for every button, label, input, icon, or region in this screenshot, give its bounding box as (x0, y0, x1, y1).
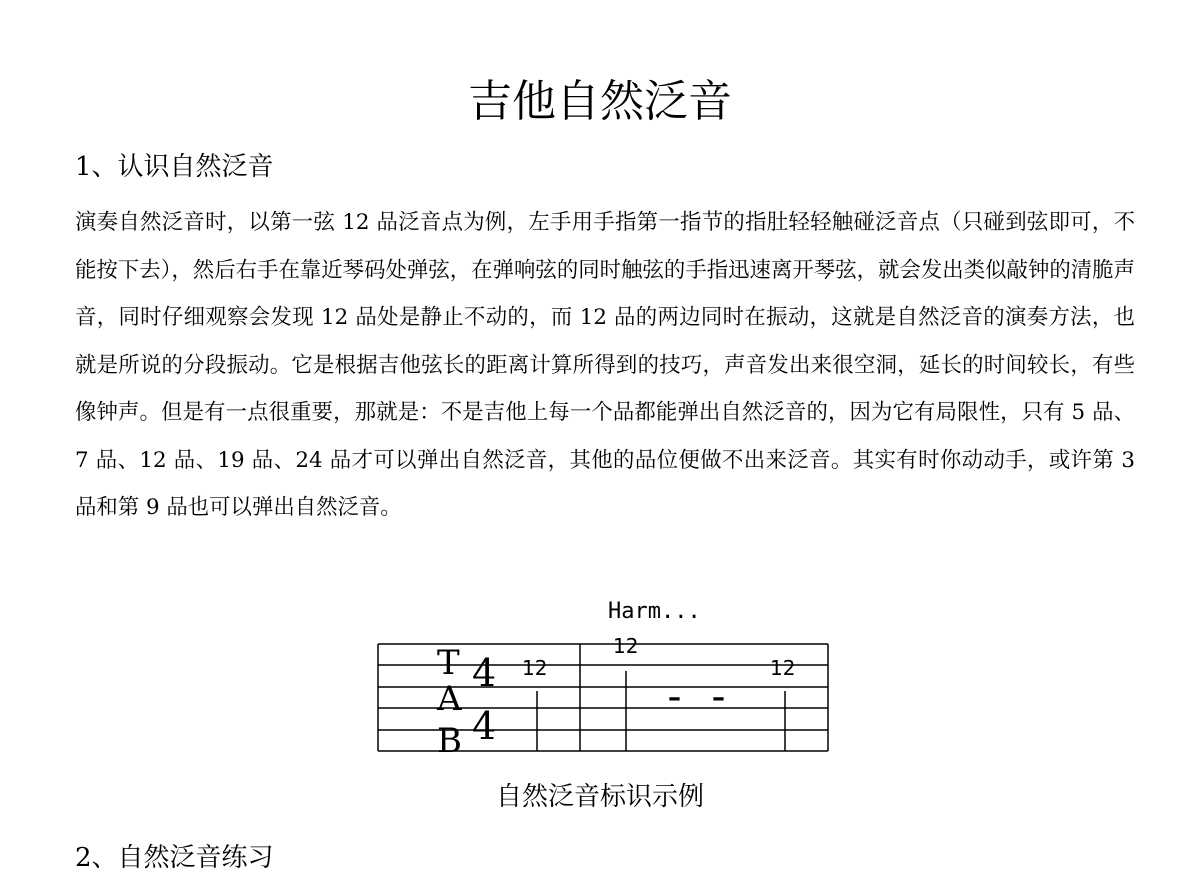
section-heading-1: 1、认识自然泛音 (75, 152, 274, 182)
tablature-figure (370, 588, 840, 768)
rest-mark: – (712, 683, 725, 713)
time-signature-bottom: 4 (472, 704, 497, 748)
fret-number: 12 (522, 656, 548, 680)
time-signature-top: 4 (472, 651, 497, 695)
tablature-svg (370, 588, 840, 768)
figure-caption: 自然泛音标识示例 (495, 782, 704, 812)
fret-numbers (522, 634, 795, 680)
clef-letter-t: T (437, 643, 460, 683)
page-title: 吉他自然泛音 (468, 76, 732, 127)
clef-letter-a: A (437, 679, 462, 719)
tab-clef (436, 643, 462, 761)
time-signature (472, 651, 496, 748)
rest-mark: – (668, 683, 681, 713)
clef-letter-b: B (437, 721, 462, 761)
harmonic-label: Harm... (608, 599, 701, 624)
fret-number: 12 (770, 656, 796, 680)
body-paragraph: 演奏自然泛音时，以第一弦 12 品泛音点为例，左手用手指第一指节的指肚轻轻触碰泛音点（只碰到弦即可，不能按下去），然后右手在靠近琴码处弹弦，在弹响弦的同时触弦的手指迅速离开琴弦，就会发出类似敲钟的清脆声音，同时仔细观察会发现 12 品处是静止不动的，而 12 品的两边同时在振动，这就是自然泛音的演奏方法，也就是所说的分段振动。它是根据吉他弦长的距离计算所得到的技巧，声音发出来很空洞，延长的时间较长，有些像钟声。但是有一点很重要，那就是：不是吉他上每一个品都能弹出自然泛音的，因为它有局限性，只有 5 品、7 品、12 品、19 品、24 品才可以弹出自然泛音，其他的品位便做不出来泛音。其实有时你动动手，或许第 3 品和第 9 品也可以弹出自然泛音。 (75, 210, 1135, 520)
fret-number: 12 (613, 634, 639, 658)
section-heading-2: 2、自然泛音练习 (75, 843, 274, 873)
